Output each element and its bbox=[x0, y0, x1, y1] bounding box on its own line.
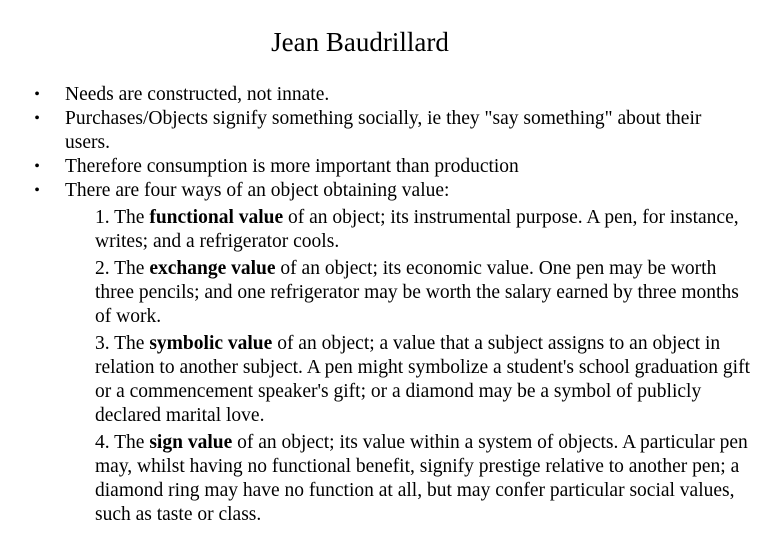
value-type-term: functional value bbox=[149, 207, 284, 228]
value-type-term: symbolic value bbox=[149, 333, 273, 354]
bullet-marker-icon: • bbox=[34, 110, 40, 127]
bullet-marker-icon: • bbox=[34, 158, 40, 175]
bullet-text: There are four ways of an object obtaining value: bbox=[65, 180, 450, 201]
value-types-list bbox=[65, 206, 750, 527]
slide-title: Jean Baudrillard bbox=[271, 27, 449, 57]
value-type-term: sign value bbox=[149, 432, 233, 453]
bullet-item bbox=[30, 179, 750, 527]
bullet-marker-icon: • bbox=[34, 86, 40, 103]
value-type-prefix: 3. The bbox=[95, 333, 150, 354]
bullet-text: Needs are constructed, not innate. bbox=[65, 84, 330, 105]
bullet-item bbox=[30, 107, 750, 155]
value-type-description: of an object; a value that a subject assigns to an object in relation to another subject. A pen might symbolize a student's school graduation gift or a commencement speaker's gift; or a diamond may be a symbol of publicly declared marital love. bbox=[95, 333, 751, 426]
value-type-description: of an object; its value within a system of objects. A particular pen may, whilst having no functional benefit, signify prestige relative to another pen; a diamond ring may have no function at all, but may confer particular social values, such as taste or class. bbox=[95, 432, 748, 525]
value-type-item bbox=[65, 431, 750, 527]
bullet-item bbox=[30, 155, 750, 179]
value-type-prefix: 2. The bbox=[95, 258, 150, 279]
value-type-description: of an object; its economic value. One pen may be worth three pencils; and one refrigerator may be worth the salary earned by three months of work. bbox=[95, 258, 739, 327]
bullet-list bbox=[30, 83, 750, 527]
bullet-text: Therefore consumption is more important than production bbox=[65, 156, 519, 177]
value-type-item bbox=[65, 206, 750, 254]
bullet-text: Purchases/Objects signify something socially, ie they "say something" about their users. bbox=[65, 108, 702, 153]
value-type-description: of an object; its instrumental purpose. A pen, for instance, writes; and a refrigerator cools. bbox=[95, 207, 739, 252]
value-type-prefix: 4. The bbox=[95, 432, 150, 453]
value-type-term: exchange value bbox=[149, 258, 276, 279]
value-type-item bbox=[65, 332, 750, 428]
bullet-marker-icon: • bbox=[34, 182, 40, 199]
value-type-prefix: 1. The bbox=[95, 207, 150, 228]
bullet-item bbox=[30, 83, 750, 107]
value-type-item bbox=[65, 257, 750, 329]
